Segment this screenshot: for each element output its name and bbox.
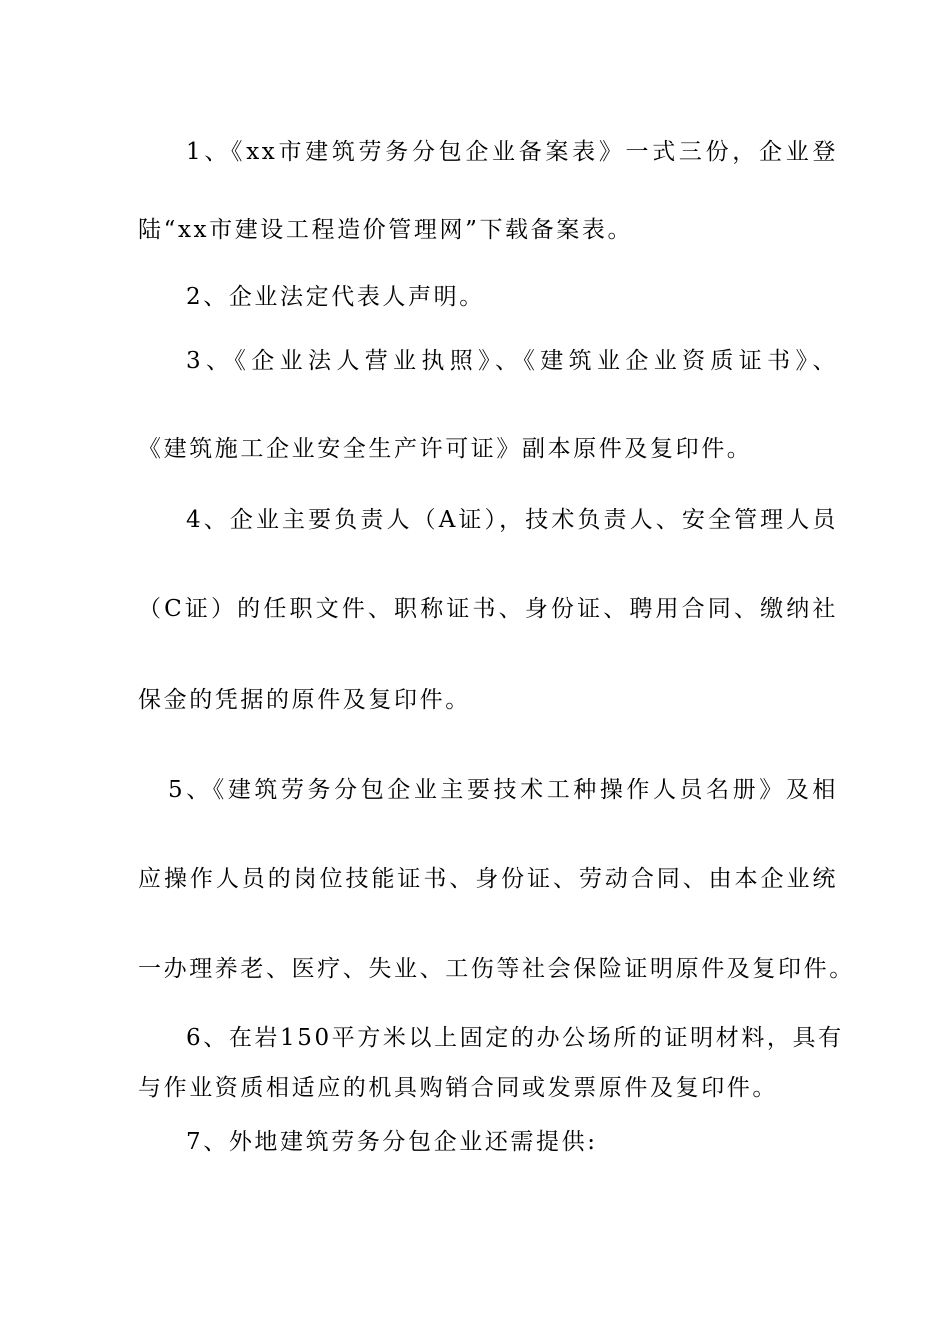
item-6-line-2: 与作业资质相适应的机具购销合同或发票原件及复印件。 [138, 1075, 778, 1101]
item-2-line-1: 2、企业法定代表人声明。 [186, 284, 485, 310]
item-3-line-1: 3、《企业法人营业执照》、《建筑业企业资质证书》、 [186, 348, 838, 374]
item-1-line-2: 陆“xx市建设工程造价管理网”下载备案表。 [138, 217, 634, 243]
item-5-line-3: 一办理养老、医疗、失业、工伤等社会保险证明原件及复印件。 [138, 956, 855, 982]
item-4-line-2: （C证）的任职文件、职称证书、身份证、聘用合同、缴纳社 [138, 596, 838, 622]
item-5-line-1: 5、《建筑劳务分包企业主要技术工种操作人员名册》及相 [168, 777, 838, 803]
item-6-line-1: 6、在岩150平方米以上固定的办公场所的证明材料，具有 [186, 1025, 844, 1051]
item-3-line-2: 《建筑施工企业安全生产许可证》副本原件及复印件。 [138, 436, 753, 462]
item-5-line-2: 应操作人员的岗位技能证书、身份证、劳动合同、由本企业统 [138, 866, 838, 892]
item-1-line-1: 1、《xx市建筑劳务分包企业备案表》一式三份，企业登 [186, 139, 838, 165]
item-4-line-3: 保金的凭据的原件及复印件。 [138, 687, 471, 713]
item-4-line-1: 4、企业主要负责人（A证），技术负责人、安全管理人员 [186, 507, 838, 533]
item-7-line-1: 7、外地建筑劳务分包企业还需提供: [186, 1129, 598, 1155]
